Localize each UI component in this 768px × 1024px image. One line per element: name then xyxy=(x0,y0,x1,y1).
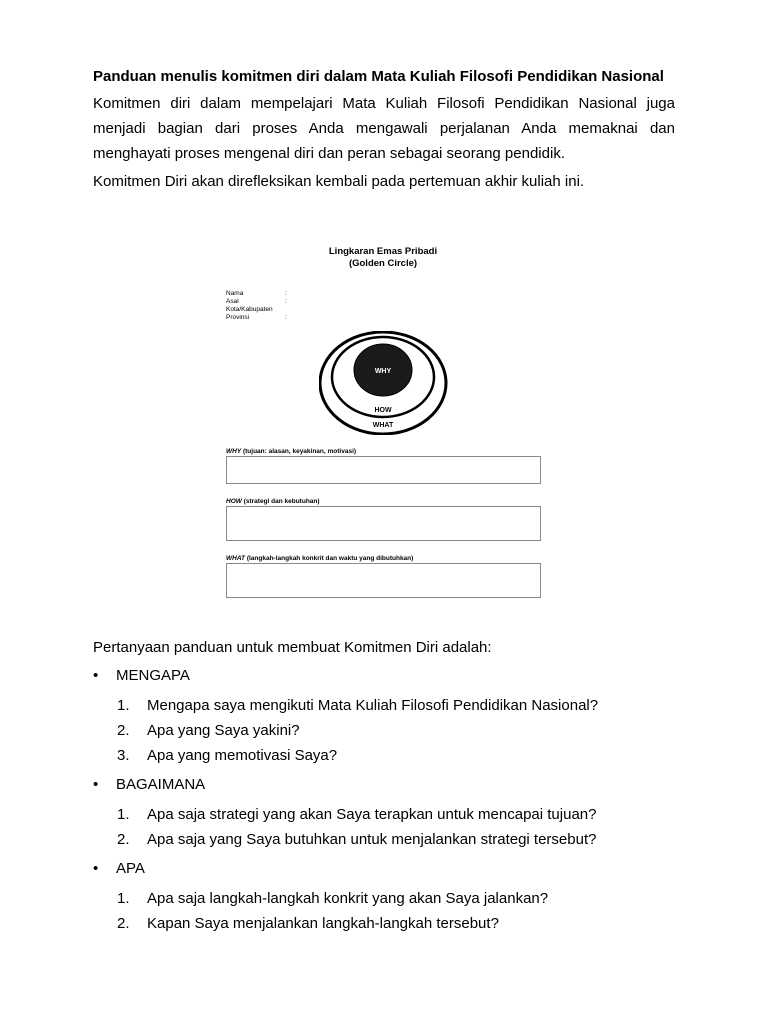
figure-title-line1: Lingkaran Emas Pribadi xyxy=(328,246,438,257)
province-field-row xyxy=(226,314,291,322)
city-label: Asal Kota/Kabupaten xyxy=(226,298,273,313)
what-box-label xyxy=(226,555,413,563)
city-colon: : xyxy=(285,298,287,305)
name-label: Nama xyxy=(226,290,244,297)
group-mengapa-heading xyxy=(93,666,693,686)
item-number: 2. xyxy=(117,722,130,739)
list-item xyxy=(93,911,693,936)
list-item xyxy=(93,693,693,718)
group-heading-text: APA xyxy=(116,860,145,877)
item-text: Kapan Saya menjalankan langkah-langkah tersebut? xyxy=(147,915,499,932)
item-text: Apa saja yang Saya butuhkan untuk menjalankan strategi tersebut? xyxy=(147,831,597,848)
why-box-label xyxy=(226,448,356,456)
guiding-questions xyxy=(93,637,693,943)
figure-title xyxy=(225,246,541,270)
how-box-desc: (strategi dan kebutuhan) xyxy=(241,498,320,505)
item-number: 1. xyxy=(117,697,130,714)
list-item xyxy=(93,718,693,743)
province-colon: : xyxy=(285,314,287,321)
figure-title-line2: (Golden Circle) xyxy=(348,258,418,269)
bullet-dot: • xyxy=(93,667,99,684)
identity-fields xyxy=(226,290,291,322)
name-colon: : xyxy=(285,290,287,297)
reflection-paragraph: Komitmen Diri akan direfleksikan kembali pada pertemuan akhir kuliah ini. xyxy=(93,173,585,190)
group-heading-text: BAGAIMANA xyxy=(116,776,206,793)
intro-paragraph: Komitmen diri dalam mempelajari Mata Kuliah Filosofi Pendidikan Nasional juga menjadi bagian dari proses Anda mengawali perjalanan Anda memaknai dan menghayati proses mengenal diri dan peran sebagai seorang pendidik. xyxy=(93,95,675,162)
how-box-key: HOW xyxy=(226,498,242,505)
why-box-desc: (tujuan: alasan, keyakinan, motivasi) xyxy=(241,448,357,455)
list-item xyxy=(93,743,693,768)
item-number: 2. xyxy=(117,915,130,932)
group-bagaimana-heading xyxy=(93,775,693,795)
document-header xyxy=(93,64,675,197)
what-box-key: WHAT xyxy=(226,555,246,562)
group-heading-text: MENGAPA xyxy=(116,667,190,684)
why-box-key: WHY xyxy=(226,448,242,455)
why-label: WHY xyxy=(374,368,392,375)
how-input-box[interactable] xyxy=(226,506,541,541)
city-field-row xyxy=(226,298,291,314)
list-item xyxy=(93,886,693,911)
item-number: 1. xyxy=(117,806,130,823)
list-item xyxy=(93,827,693,852)
province-label: Provinsi xyxy=(226,314,250,321)
bullet-dot: • xyxy=(93,776,99,793)
group-mengapa-list xyxy=(93,693,693,768)
item-text: Apa yang Saya yakini? xyxy=(147,722,300,739)
what-label: WHAT xyxy=(372,422,394,429)
name-field-row xyxy=(226,290,291,298)
bullet-dot: • xyxy=(93,860,99,877)
what-box-desc: (langkah-langkah konkrit dan waktu yang dibutuhkan) xyxy=(245,555,414,562)
item-text: Apa yang memotivasi Saya? xyxy=(147,747,338,764)
item-text: Apa saja strategi yang akan Saya terapkan untuk mencapai tujuan? xyxy=(147,806,597,823)
group-apa-heading xyxy=(93,859,693,879)
document-title: Panduan menulis komitmen diri dalam Mata Kuliah Filosofi Pendidikan Nasional xyxy=(93,68,664,85)
golden-circle-diagram xyxy=(319,331,449,435)
why-input-box[interactable] xyxy=(226,456,541,484)
item-number: 3. xyxy=(117,747,130,764)
how-box-label xyxy=(226,498,320,506)
golden-circle-figure xyxy=(225,246,545,602)
what-input-box[interactable] xyxy=(226,563,541,598)
item-number: 1. xyxy=(117,890,130,907)
how-label: HOW xyxy=(374,407,392,414)
group-bagaimana-list xyxy=(93,802,693,852)
item-text: Mengapa saya mengikuti Mata Kuliah Filosofi Pendidikan Nasional? xyxy=(147,697,599,714)
list-item xyxy=(93,802,693,827)
item-text: Apa saja langkah-langkah konkrit yang akan Saya jalankan? xyxy=(147,890,549,907)
item-number: 2. xyxy=(117,831,130,848)
group-apa-list xyxy=(93,886,693,936)
questions-intro: Pertanyaan panduan untuk membuat Komitmen Diri adalah: xyxy=(93,639,492,656)
